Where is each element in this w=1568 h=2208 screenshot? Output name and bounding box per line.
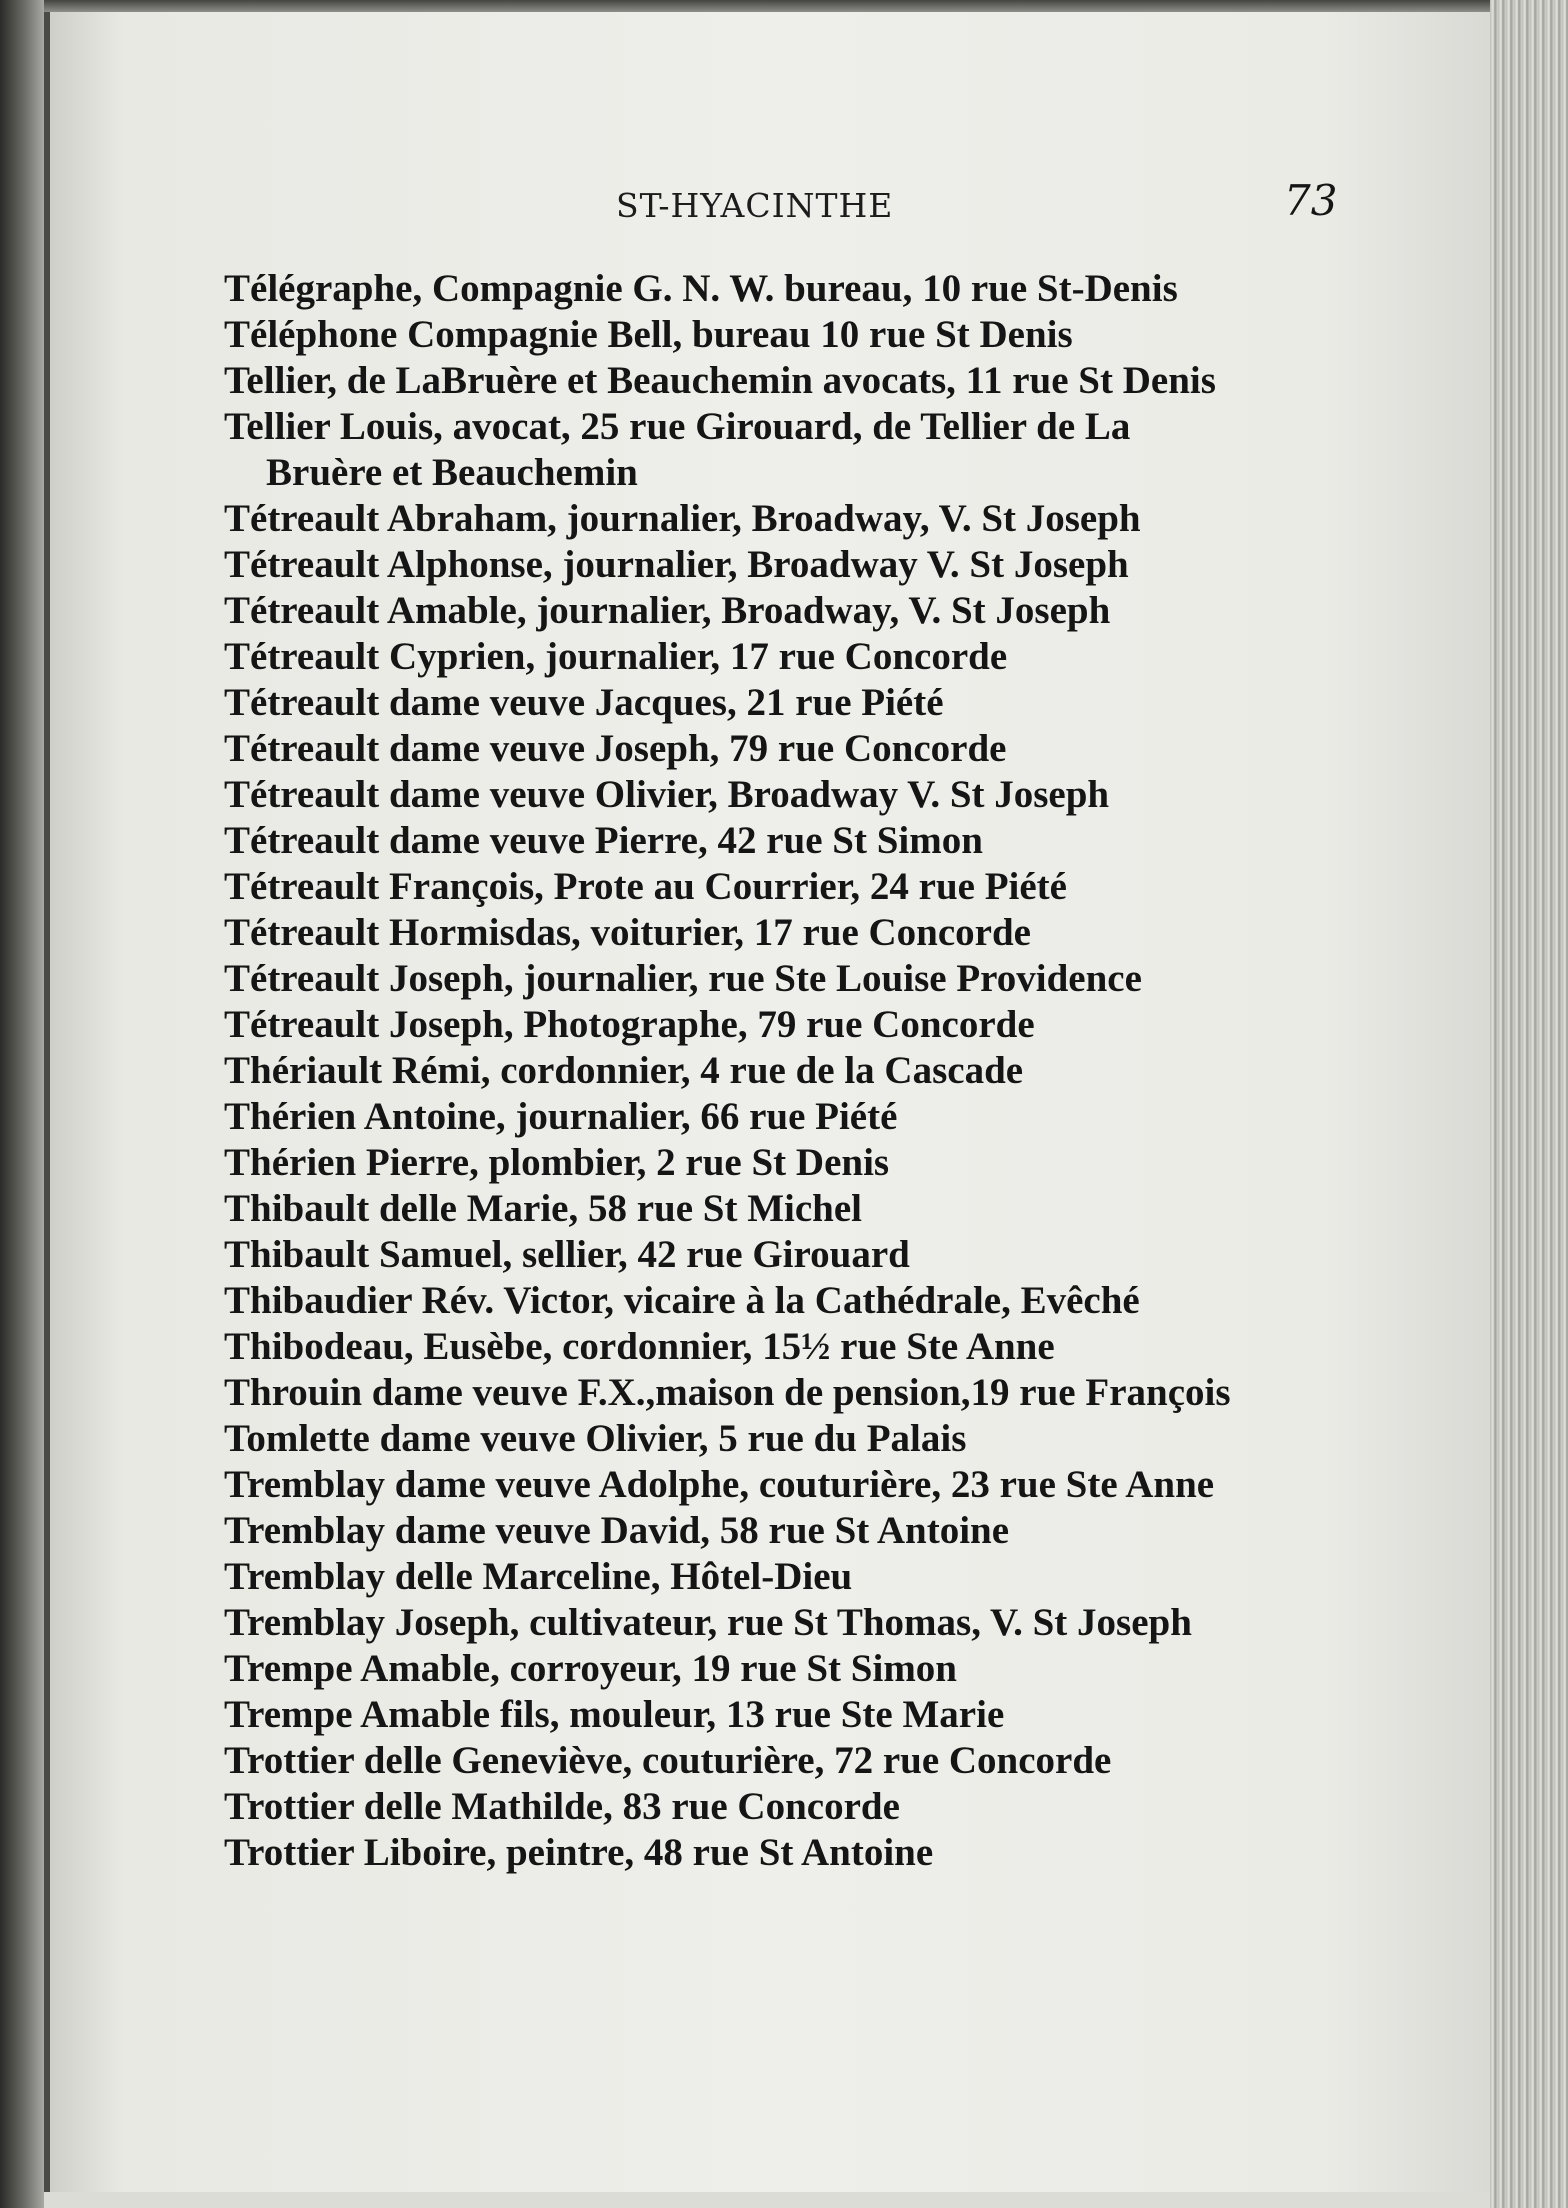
directory-entry: Tétreault dame veuve Olivier, Broadway V. St Joseph: [224, 773, 1110, 816]
page-number: 73: [1284, 176, 1338, 225]
directory-entry: Tétreault Amable, journalier, Broadway, V. St Joseph: [224, 589, 1111, 632]
page-block-edges: [1490, 0, 1568, 2208]
directory-entry: Tétreault Hormisdas, voiturier, 17 rue Concorde: [224, 911, 1031, 954]
directory-entry: Tremblay delle Marceline, Hôtel-Dieu: [224, 1555, 853, 1598]
directory-entry: Tremblay dame veuve David, 58 rue St Antoine: [224, 1509, 1010, 1552]
directory-entry: Tétreault Joseph, journalier, rue Ste Louise Providence: [224, 957, 1142, 1000]
directory-entry: Télégraphe, Compagnie G. N. W. bureau, 10 rue St-Denis: [224, 267, 1178, 310]
directory-entry: Tellier, de LaBruère et Beauchemin avocats, 11 rue St Denis: [224, 359, 1216, 402]
directory-entry: Thibault Samuel, sellier, 42 rue Girouard: [224, 1233, 910, 1276]
directory-entry: Trottier Liboire, peintre, 48 rue St Antoine: [224, 1831, 934, 1874]
directory-entry: Tétreault Abraham, journalier, Broadway, V. St Joseph: [224, 497, 1141, 540]
directory-entry: Thibaudier Rév. Victor, vicaire à la Cathédrale, Evêché: [224, 1279, 1140, 1322]
directory-entry: Trempe Amable fils, mouleur, 13 rue Ste Marie: [224, 1693, 1005, 1736]
directory-entry: Téléphone Compagnie Bell, bureau 10 rue St Denis: [224, 313, 1073, 356]
directory-entry: Tétreault dame veuve Joseph, 79 rue Concorde: [224, 727, 1007, 770]
directory-entry: Thibault delle Marie, 58 rue St Michel: [224, 1187, 863, 1230]
directory-entry: Tétreault dame veuve Jacques, 21 rue Piété: [224, 681, 944, 724]
directory-entry: Tétreault Alphonse, journalier, Broadway V. St Joseph: [224, 543, 1129, 586]
directory-entry: Thérien Pierre, plombier, 2 rue St Denis: [224, 1141, 890, 1184]
directory-entry: Tomlette dame veuve Olivier, 5 rue du Palais: [224, 1417, 967, 1460]
directory-entry: Tétreault Joseph, Photographe, 79 rue Concorde: [224, 1003, 1035, 1046]
directory-entry: Tétreault Cyprien, journalier, 17 rue Concorde: [224, 635, 1008, 678]
directory-entry: Throuin dame veuve F.X.,maison de pension,19 rue François: [224, 1371, 1231, 1414]
directory-entry: Thérien Antoine, journalier, 66 rue Piété: [224, 1095, 898, 1138]
previous-page-edge: [0, 0, 44, 2208]
directory-entry: Trempe Amable, corroyeur, 19 rue St Simon: [224, 1647, 958, 1690]
directory-entry: Tremblay dame veuve Adolphe, couturière, 23 rue Ste Anne: [224, 1463, 1215, 1506]
directory-entry-continuation: Bruère et Beauchemin: [266, 451, 638, 494]
directory-entries: [224, 266, 1374, 1876]
directory-entry: Trottier delle Mathilde, 83 rue Concorde: [224, 1785, 900, 1828]
directory-entry: Tétreault dame veuve Pierre, 42 rue St Simon: [224, 819, 983, 862]
directory-entry: Trottier delle Geneviève, couturière, 72 rue Concorde: [224, 1739, 1112, 1782]
directory-entry: Thibodeau, Eusèbe, cordonnier, 15½ rue Ste Anne: [224, 1325, 1055, 1368]
directory-entry: Tellier Louis, avocat, 25 rue Girouard, de Tellier de La: [224, 405, 1131, 448]
directory-entry: Thériault Rémi, cordonnier, 4 rue de la Cascade: [224, 1049, 1024, 1092]
running-head: ST-HYACINTHE: [616, 186, 894, 225]
directory-entry: Tétreault François, Prote au Courrier, 24 rue Piété: [224, 865, 1067, 908]
directory-entry: Tremblay Joseph, cultivateur, rue St Thomas, V. St Joseph: [224, 1601, 1192, 1644]
